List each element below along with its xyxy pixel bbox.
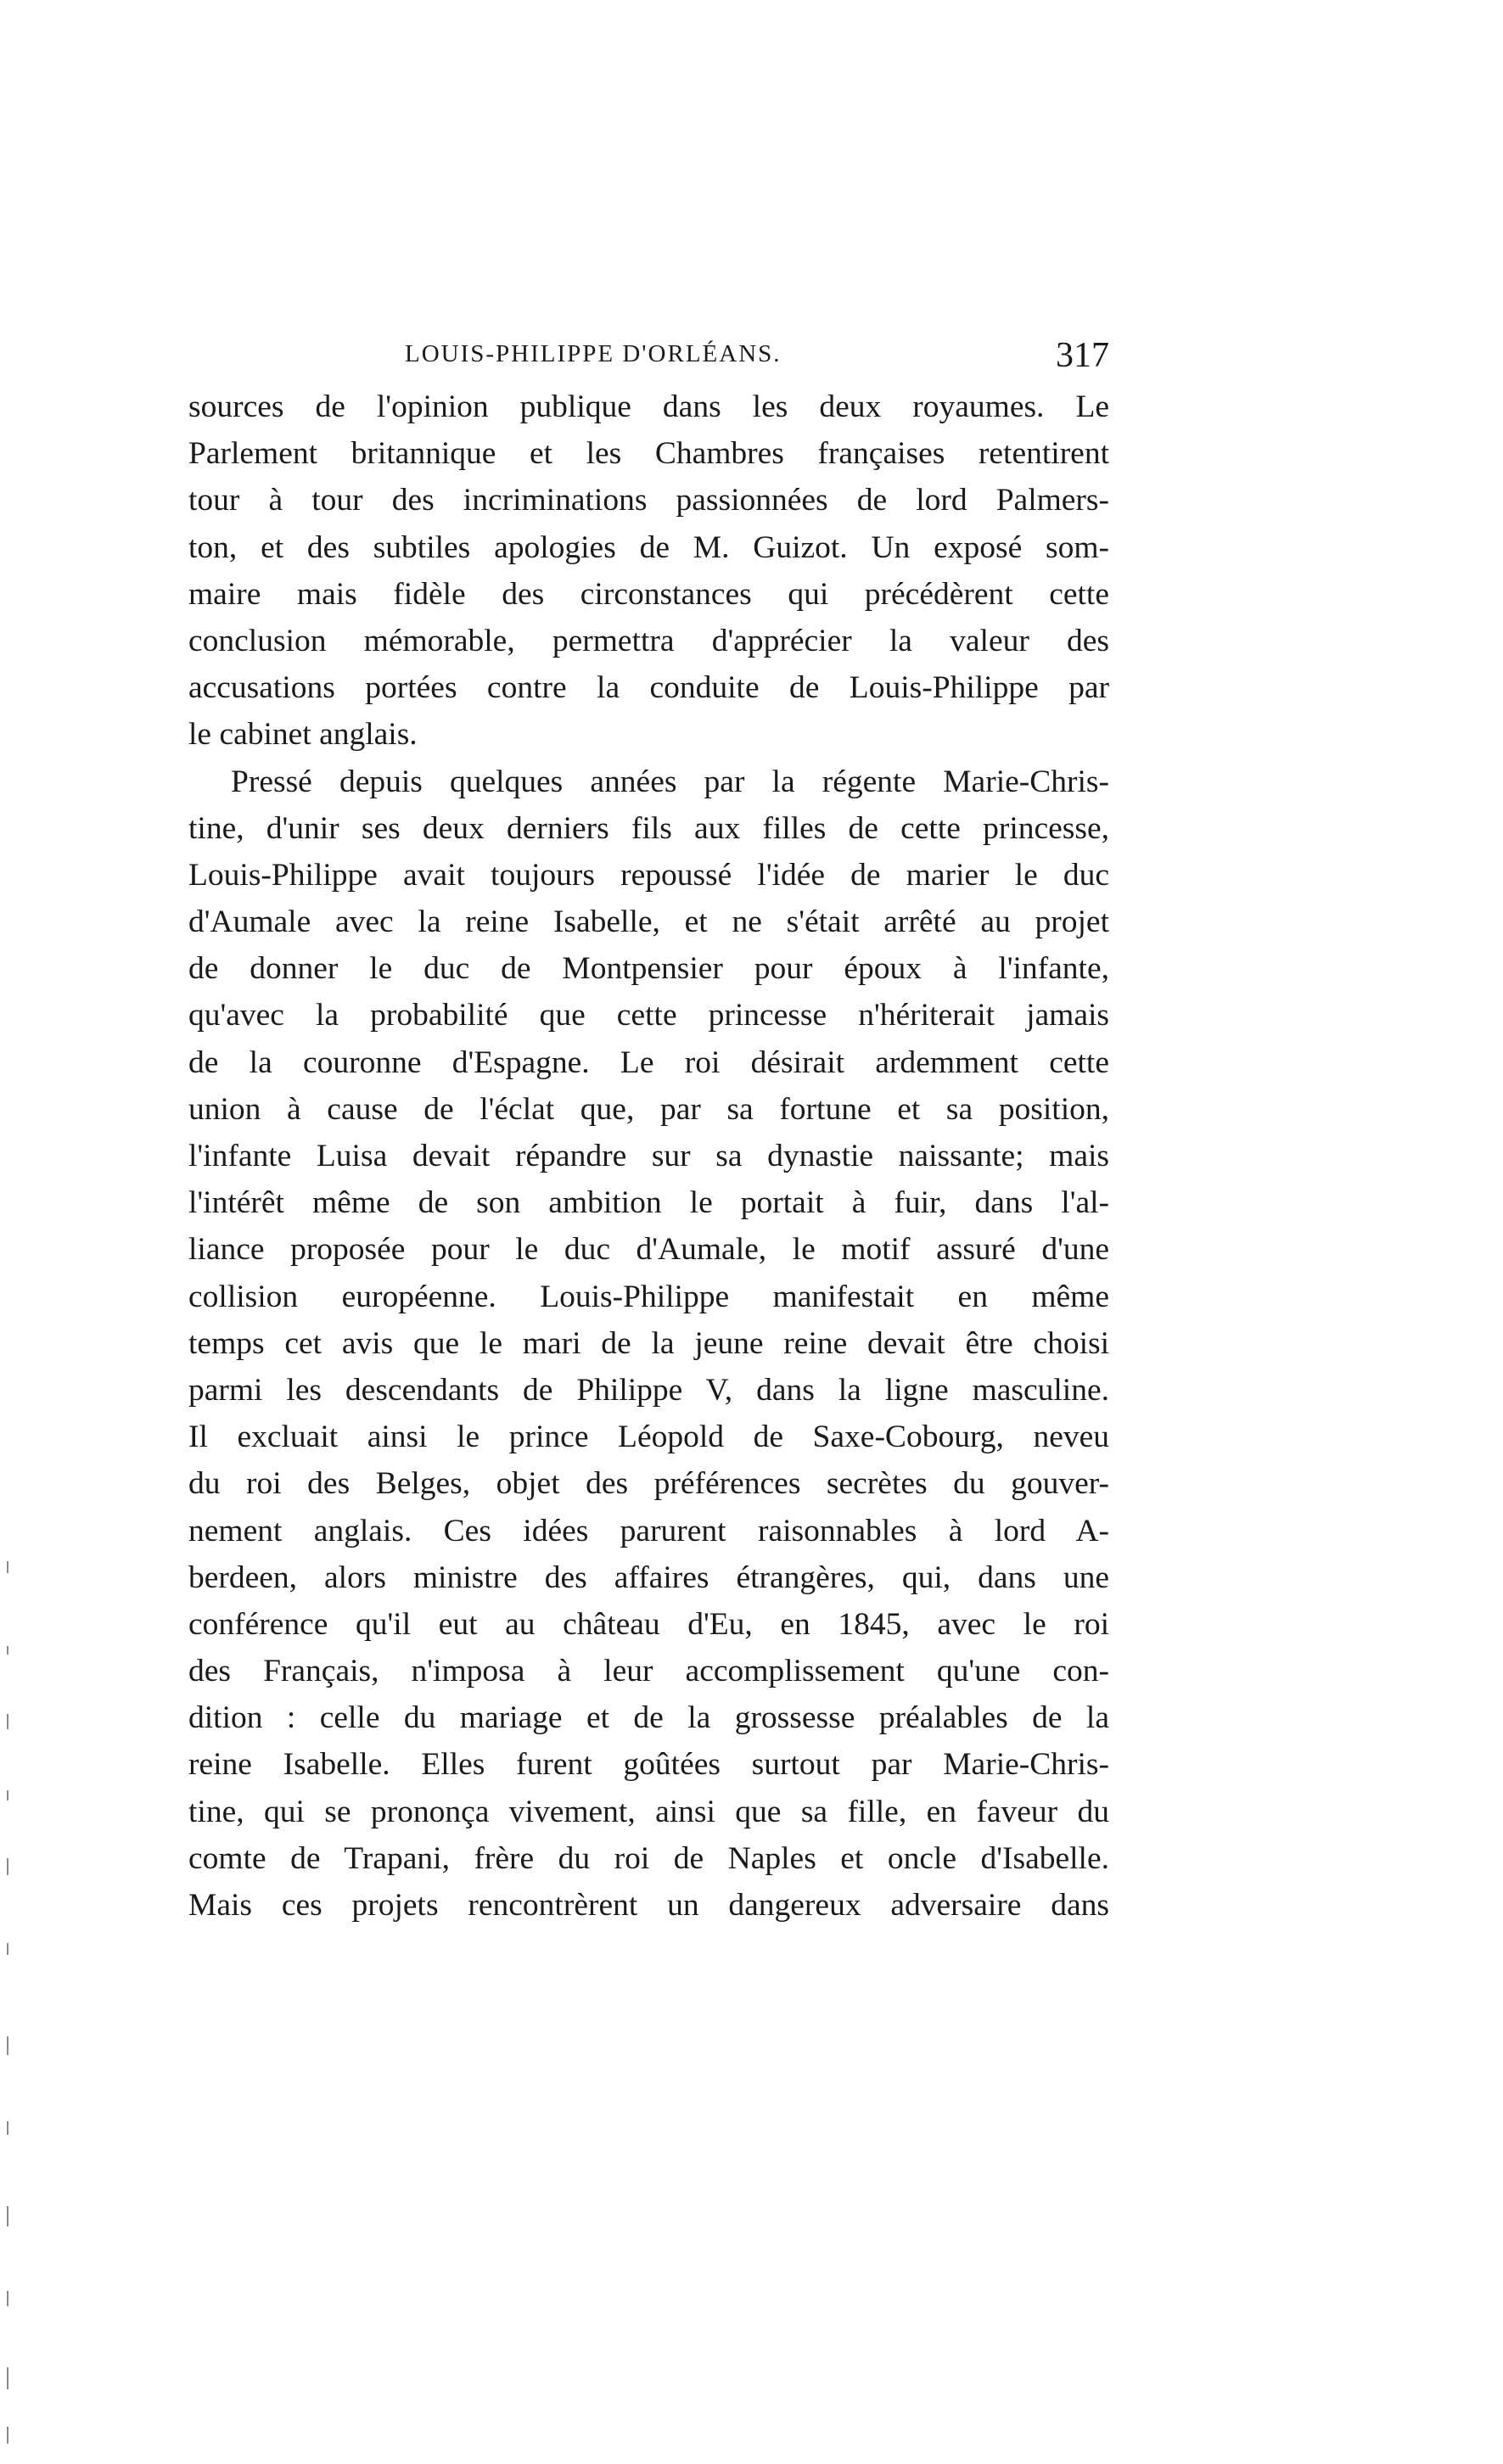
text-line: tour à tour des incriminations passionnées de lord Palmers- — [188, 483, 1109, 518]
text-line: Pressé depuis quelques années par la régente Marie-Chris- — [231, 764, 1109, 799]
text-line: Mais ces projets rencontrèrent un dangereux adversaire dans — [188, 1888, 1109, 1923]
text-line: tine, d'unir ses deux derniers fils aux filles de cette princesse, — [188, 810, 1109, 846]
scan-gutter-mark — [7, 2036, 8, 2055]
scan-gutter-mark — [7, 2291, 8, 2306]
text-line: conclusion mémorable, permettra d'apprécier la valeur des — [188, 623, 1109, 658]
text-line: l'infante Luisa devait répandre sur sa dynastie naissante; mais — [188, 1139, 1109, 1173]
scan-gutter-mark — [7, 2121, 8, 2135]
scan-gutter-mark — [7, 1943, 8, 1955]
text-line: le cabinet anglais. — [188, 717, 418, 753]
text-line: nement anglais. Ces idées parurent raisonnables à lord A- — [188, 1513, 1109, 1548]
text-line: Louis-Philippe avait toujours repoussé l'idée de marier le duc — [188, 857, 1109, 893]
text-line: collision européenne. Louis-Philippe manifestait en même — [188, 1279, 1109, 1314]
text-line: sources de l'opinion publique dans les deux royaumes. Le — [188, 389, 1109, 424]
paragraph-2 — [188, 759, 1109, 1929]
text-line: maire mais fidèle des circonstances qui précédèrent cette — [188, 576, 1109, 612]
text-line: parmi les descendants de Philippe V, dans la ligne masculine. — [188, 1372, 1109, 1408]
text-line: des Français, n'imposa à leur accomplissement qu'une con- — [188, 1654, 1109, 1689]
text-line: Il excluait ainsi le prince Léopold de Saxe-Cobourg, neveu — [188, 1420, 1109, 1455]
text-line: du roi des Belges, objet des préférences secrètes du gouver- — [188, 1466, 1109, 1502]
text-line: Parlement britannique et les Chambres françaises retentirent — [188, 436, 1109, 472]
body-text — [188, 384, 1109, 1929]
running-head — [188, 335, 1109, 378]
text-line: l'intérêt même de son ambition le portait à fuir, dans l'al- — [188, 1185, 1109, 1221]
text-line: berdeen, alors ministre des affaires étrangères, qui, dans une — [188, 1560, 1109, 1595]
page-number: 317 — [1056, 336, 1109, 375]
text-line: conférence qu'il eut au château d'Eu, en 1845, avec le roi — [188, 1606, 1109, 1642]
scan-gutter-mark — [7, 1714, 8, 1729]
text-line: reine Isabelle. Elles furent goûtées surtout par Marie-Chris- — [188, 1747, 1109, 1783]
scan-gutter-mark — [7, 1858, 8, 1875]
scan-gutter-mark — [7, 1646, 8, 1655]
text-line: accusations portées contre la conduite de Louis-Philippe par — [188, 670, 1109, 706]
text-line: comte de Trapani, frère du roi de Naples et oncle d'Isabelle. — [188, 1840, 1109, 1876]
scan-gutter-mark — [7, 2206, 8, 2226]
text-line: de donner le duc de Montpensier pour époux à l'infante, — [188, 951, 1109, 987]
text-line: union à cause de l'éclat que, par sa fortune et sa position, — [188, 1091, 1109, 1127]
running-title: LOUIS-PHILIPPE D'ORLÉANS. — [405, 340, 782, 367]
scan-gutter-mark — [7, 2427, 8, 2444]
paragraph-1 — [188, 384, 1109, 759]
text-line: tine, qui se prononça vivement, ainsi que sa fille, en faveur du — [188, 1794, 1109, 1829]
text-line: dition : celle du mariage et de la grossesse préalables de la — [188, 1700, 1109, 1736]
text-line: de la couronne d'Espagne. Le roi désirait ardemment cette — [188, 1044, 1109, 1080]
scan-gutter-mark — [7, 1790, 8, 1800]
text-line: ton, et des subtiles apologies de M. Guizot. Un exposé som- — [188, 529, 1109, 565]
scan-gutter-mark — [7, 2367, 8, 2389]
scan-gutter-mark — [7, 1561, 8, 1573]
text-line: d'Aumale avec la reine Isabelle, et ne s'était arrêté au projet — [188, 904, 1109, 940]
text-line: qu'avec la probabilité que cette princesse n'hériterait jamais — [188, 998, 1109, 1033]
text-line: liance proposée pour le duc d'Aumale, le motif assuré d'une — [188, 1232, 1109, 1268]
text-line: temps cet avis que le mari de la jeune reine devait être choisi — [188, 1325, 1109, 1361]
